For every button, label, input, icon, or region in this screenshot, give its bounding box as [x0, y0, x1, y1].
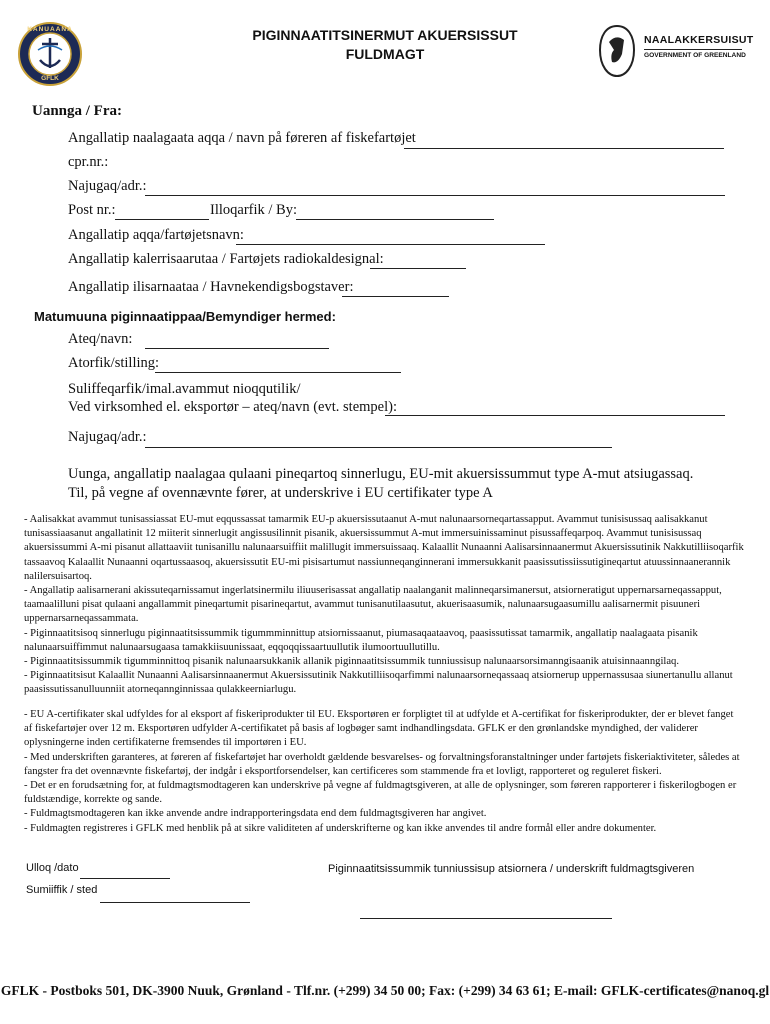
owner-name-field[interactable] [404, 148, 724, 149]
note-paragraph: - Piginnaatitsissummik tigumminnittoq pisanik nalunaarsukkanik allanik piginnaatitsissummik tunniussisup nalunaarsorsimanngisaanik atuisinnaanngilaq. [24, 656, 679, 668]
authorized-address-field[interactable] [145, 447, 612, 448]
logo-divider [644, 49, 742, 50]
signature-label: Piginnaatitsissummik tunniussisup atsiornera / underskrift fuldmagtsgiveren [328, 863, 695, 875]
note-paragraph: - Aalisakkat avammut tunisassiassat EU-mut eqqussassat tamarmik EU-p akuersissutaanut A-mut nalunaarsorneqartassapput. Avammut tunisisussaq aalisakkanut tunisassiaasanut angallatinit 12 miiterit sinnerlugit angissusilinnit pisanik, akuersissummut A-mut immersuinissaminut pisussaffeqarpoq. Avammut tunisisussaq akuersissummi A-mi pisanut allattaaviit tunisanillu nalunaarsuiffiit malillugit immersuissaaq. Kalaallit Nunaanni Aalisarsinnaanermut Akuersissutinik Nakkutilliisoqarfik tassaavoq Kalaallit Nunaanni oqartussaasoq, akuersissutit EU-mi pisisartumut nassiunneqanginnerani immersukkanit paasissutissiissutigineqartut atuussinnaanerannik nalilersuisartoq. [24, 514, 744, 582]
logo-bottom-text: GFLK [41, 75, 59, 82]
place-field[interactable] [100, 902, 250, 903]
government-english: GOVERNMENT OF GREENLAND [644, 52, 746, 59]
note-paragraph: - Piginnaatitsisoq sinnerlugu piginnaatitsissummik tigummminnittup atsiornissaanut, piumasaqaataavoq, paasissutissat tamarmik, angallatip naalagaata pisanik nalunaarsuiffimmut nalunaarsugaasa tamakkiisuunissaat, eqqoqqissaartuullutik ilumoortuullutillu. [24, 627, 698, 653]
note-paragraph: - Det er en forudsætning for, at fuldmagtsmodtageren kan underskrive på vegne af fuldmagtsgiveren, at alle de oplysninger, som føreren rapporterer i fiskerilogbogen er fuldstændige, korrekte og sande. [24, 780, 737, 806]
government-name: NAALAKKERSUISUT [644, 34, 754, 46]
note-paragraph: - Piginnaatitsisut Kalaallit Nunaanni Aalisarsinnaanermut Akuersissutinik Nakkutilliisoqarfimmi nalunaarsorneqassaaq atsiornerup uppernassusaa siunertanullu allanut paasissutissanulluunniit atorneqannginnissaa qulakkeerniarlugu. [24, 670, 733, 696]
greenlandic-notes [24, 513, 744, 698]
owner-name-label: Angallatip naalagaata aqqa / navn på føreren af fiskefartøjet [68, 130, 416, 146]
authorized-heading: Matumuuna piginnaatippaa/Bemyndiger hermed: [34, 309, 336, 324]
harbour-letters-field[interactable] [342, 296, 449, 297]
note-paragraph: - Med underskriften garanteres, at føreren af fiskefartøjet har overholdt gældende besvarelses- og forvaltningsforanstaltninger under fartøjets fiskeriaktiviteter, således at fangster fra det ovennævnte fiskefartøj, der indgår i eksportforsendelser, kan certificeres som stammende fra et lovligt, rapporteret og reguleret fiskeri. [24, 751, 740, 777]
company-field[interactable] [385, 415, 725, 416]
city-field[interactable] [296, 219, 494, 220]
vessel-name-label: Angallatip aqqa/fartøjetsnavn: [68, 227, 244, 243]
radio-callsign-field[interactable] [370, 268, 466, 269]
radio-callsign-label: Angallatip kalerrisaarutaa / Fartøjets radiokaldesignal: [68, 251, 384, 267]
authorized-name-label: Ateq/navn: [68, 331, 133, 347]
page-title: PIGINNAATITSINERMUT AKUERSISSUT [252, 27, 518, 43]
date-label: Ulloq /dato [26, 862, 79, 874]
page-subtitle: FULDMAGT [345, 46, 425, 62]
authorized-address-label: Najugaq/adr.: [68, 429, 147, 445]
note-paragraph: - Fuldmagten registreres i GFLK med henblik på at sikre validiteten af underskrifterne og kan ikke anvendes til andre formål eller andre dokumenter. [24, 822, 657, 834]
polar-bear-icon [598, 24, 636, 78]
company-label-line1: Suliffeqarfik/imal.avammut nioqqutilik/ [68, 381, 301, 397]
job-label: Atorfik/stilling: [68, 355, 160, 371]
authorization-danish: Til, på vegne af ovennævnte fører, at underskrive i EU certifikater type A [68, 485, 493, 501]
authorization-greenlandic: Uunga, angallatip naalagaa qulaani pineqartoq sinnerlugu, EU-mit akuersissummut type A-mut atsiugassaq. [68, 466, 694, 482]
postal-code-label: Post nr.: [68, 202, 116, 218]
address-field[interactable] [145, 195, 725, 196]
note-paragraph: - Angallatip aalisarnerani akissuteqarnissamut ingerlatsinermilu iliuuserisassat angallatip naalanganit malinneqarsimanersut, atsiorneratigut uppernarsarneqassapput, taamaalilluni pisat qulaani angallammit pineqartumit pisarineqartut, avammut tunisanutilaasutut, akuerisaasumik, nalunaarsugaasumillu aalisarnermit pisuuneri uppernarsarneqassammata. [24, 585, 722, 625]
authorized-name-field[interactable] [145, 348, 329, 349]
logo-top-text: KANUAANA [27, 26, 73, 33]
place-label: Sumiiffik / sted [26, 884, 98, 896]
note-paragraph: - Fuldmagtsmodtageren kan ikke anvende andre indrapporteringsdata end dem fuldmagtsgiveren har angivet. [24, 808, 487, 820]
note-paragraph: - EU A-certifikater skal udfyldes for al eksport af fiskeriprodukter til EU. Eksportøren er forpligtet til at udfylde et A-certifikat for fiskeriprodukter, der er blevet fanget af fiskefartøjer over 12 m. Eksportøren udfylder A-certifikatet på basis af logbøger samt indhandlingsdata. GFLK er den grønlandske myndighed, der validerer oplysningerne inden certifikaterne fremsendes til importøren i EU. [24, 709, 734, 749]
address-label: Najugaq/adr.: [68, 178, 147, 194]
government-logo [598, 24, 754, 80]
date-field[interactable] [80, 878, 170, 879]
page-footer: GFLK - Postboks 501, DK-3900 Nuuk, Grønland - Tlf.nr. (+299) 34 50 00; Fax: (+299) 34 63 61; E-mail: GFLK-certificates@nanoq.gl [0, 983, 770, 998]
postal-code-field[interactable] [115, 219, 209, 220]
from-heading: Uannga / Fra: [32, 103, 122, 119]
vessel-name-field[interactable] [236, 244, 545, 245]
signature-field[interactable] [360, 918, 612, 919]
harbour-letters-label: Angallatip ilisarnaataa / Havnekendigsbogstaver: [68, 279, 354, 295]
cpr-label: cpr.nr.: [68, 154, 109, 170]
danish-notes [24, 708, 744, 836]
city-label: Illoqarfik / By: [210, 202, 297, 218]
company-label-line2: Ved virksomhed el. eksportør – ateq/navn (evt. stempel): [68, 399, 397, 415]
job-field[interactable] [155, 372, 401, 373]
